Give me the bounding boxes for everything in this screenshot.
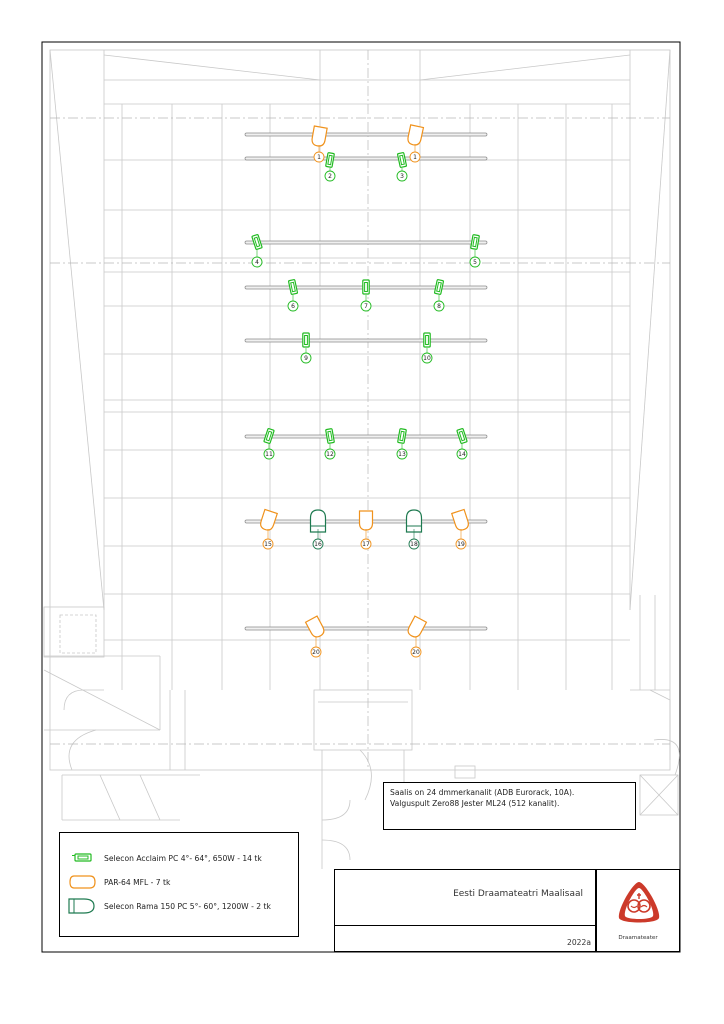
par-fixture-icon: [66, 873, 96, 891]
legend-row-acclaim: [66, 849, 262, 867]
channel-label: 6: [291, 303, 295, 311]
fixture-par: [306, 616, 326, 657]
legend: [59, 832, 299, 937]
channel-label: 3: [400, 173, 404, 181]
dimmer-note: [383, 782, 636, 830]
channel-label: 20: [312, 649, 320, 657]
par-fixture-icon: [306, 616, 326, 639]
legend-label-par: PAR-64 MFL - 7 tk: [104, 877, 171, 887]
fixtures: [252, 125, 480, 657]
channel-label: 2: [328, 173, 332, 181]
par-fixture-icon: [360, 511, 373, 530]
channel-label: 7: [364, 303, 368, 311]
logo-box: [596, 869, 680, 952]
legend-label-rama: Selecon Rama 150 PC 5°- 60°, 1200W - 2 tk: [104, 901, 271, 911]
note-line-console: Valguspult Zero88 Jester ML24 (512 kanalit).: [390, 799, 560, 808]
channel-label: 16: [314, 541, 322, 549]
par-fixture-icon: [259, 509, 277, 531]
fixture-acclaim: [457, 428, 467, 459]
channel-label: 11: [265, 451, 273, 459]
channel-label: 9: [304, 355, 308, 363]
channel-label: 20: [412, 649, 420, 657]
floor-plan-background: [44, 50, 679, 869]
fixture-par: [407, 125, 424, 162]
acclaim-fixture-icon: [457, 428, 467, 443]
channel-label: 15: [264, 541, 272, 549]
fixture-acclaim: [434, 279, 444, 311]
rama-fixture-icon: [407, 510, 422, 532]
fixture-acclaim: [422, 333, 432, 363]
acclaim-fixture-icon: [252, 234, 262, 249]
fixture-acclaim: [252, 234, 262, 267]
channel-label: 14: [458, 451, 466, 459]
fixture-rama: [311, 510, 326, 549]
fixture-par: [311, 126, 327, 162]
rama-fixture-icon: [66, 897, 96, 915]
par-fixture-icon: [407, 125, 424, 146]
channel-label: 1: [317, 154, 321, 162]
channel-label: 18: [410, 541, 418, 549]
acclaim-fixture-icon: [398, 429, 407, 444]
logo-caption: Draamateater: [618, 935, 658, 941]
channel-label: 12: [326, 451, 334, 459]
fixture-acclaim: [264, 428, 274, 459]
acclaim-fixture-icon: [326, 429, 335, 444]
fixture-par: [406, 616, 426, 657]
fixture-rama: [407, 510, 422, 549]
revision-year: 2022a: [567, 938, 591, 947]
fixture-acclaim: [470, 235, 480, 267]
battens: [245, 133, 487, 630]
rama-fixture-icon: [311, 510, 326, 532]
channel-label: 19: [457, 541, 465, 549]
fixture-acclaim: [325, 429, 335, 459]
title-block: [334, 869, 596, 952]
legend-row-rama: [66, 897, 271, 915]
title-divider: [335, 925, 595, 926]
fixture-acclaim: [288, 279, 298, 311]
par-fixture-icon: [406, 616, 426, 639]
channel-label: 17: [362, 541, 370, 549]
fixture-acclaim: [361, 280, 371, 311]
legend-row-par: [66, 873, 170, 891]
fixture-par: [452, 509, 470, 549]
acclaim-fixture-icon: [288, 279, 297, 294]
channel-label: 8: [437, 303, 441, 311]
acclaim-fixture-icon: [264, 428, 274, 443]
note-line-dimmers: Saalis on 24 dmmerkanalit (ADB Eurorack, 10A).: [390, 788, 575, 797]
legend-label-acclaim: Selecon Acclaim PC 4°- 64°, 650W - 14 tk: [104, 853, 262, 863]
channel-label: 1: [413, 154, 417, 162]
par-fixture-icon: [452, 509, 470, 531]
fixture-par: [360, 511, 373, 549]
acclaim-fixture-icon: [326, 153, 335, 168]
channel-label: 13: [398, 451, 406, 459]
fixture-acclaim: [301, 333, 311, 363]
acclaim-fixture-icon: [424, 333, 430, 347]
acclaim-fixture-icon: [363, 280, 369, 294]
channel-label: 4: [255, 259, 259, 267]
acclaim-fixture-icon: [471, 235, 480, 250]
fixture-acclaim: [397, 429, 407, 459]
channel-label: 10: [423, 355, 431, 363]
acclaim-fixture-icon: [397, 152, 406, 167]
fixture-par: [259, 509, 277, 549]
draamateater-logo-icon: [615, 880, 663, 926]
channel-label: 5: [473, 259, 477, 267]
par-fixture-icon: [311, 126, 327, 147]
acclaim-fixture-icon: [434, 279, 443, 294]
venue-title: Eesti Draamateatri Maalisaal: [453, 889, 583, 899]
acclaim-fixture-icon: [66, 849, 96, 867]
acclaim-fixture-icon: [303, 333, 309, 347]
